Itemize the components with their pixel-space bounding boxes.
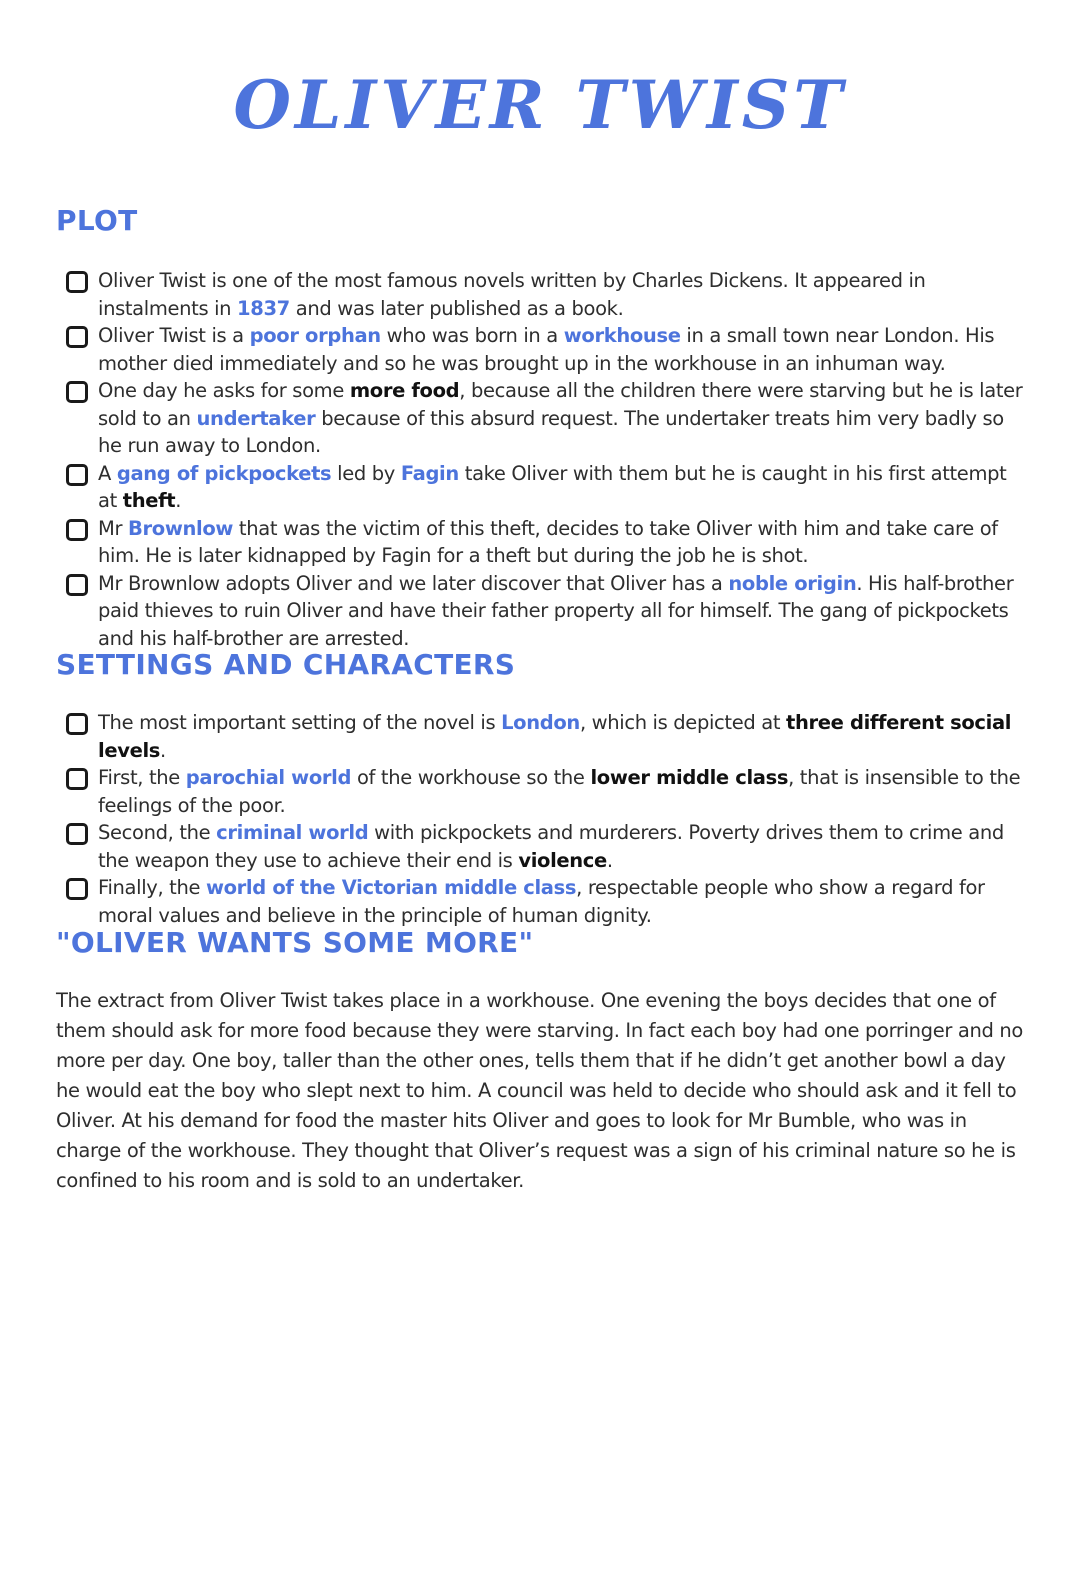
bold-term: lower middle class <box>590 766 789 789</box>
item-text: Second, the <box>98 821 217 844</box>
settings-checklist <box>64 709 1024 929</box>
highlighted-term: Brownlow <box>128 516 234 540</box>
checklist-item <box>64 460 1024 515</box>
highlighted-term: noble origin <box>728 571 857 595</box>
item-text: One day he asks for some <box>98 379 350 402</box>
plot-checklist <box>64 267 1024 652</box>
bold-term: three different social levels <box>98 711 1012 762</box>
item-text: The most important setting of the novel is <box>98 711 502 734</box>
checklist-item <box>64 819 1024 874</box>
highlighted-term: parochial world <box>185 766 352 789</box>
highlighted-term: workhouse <box>563 324 681 347</box>
bold-term: violence <box>518 848 607 872</box>
item-text: Finally, the <box>98 876 206 899</box>
item-text: Mr <box>98 516 128 540</box>
page-title: OLIVER TWIST <box>233 66 847 144</box>
item-text: who was born in a <box>380 324 564 347</box>
item-text: that was the victim of this theft, decides to take Oliver with him and take care of him. He is later kidnapped by Fagin for a theft but during the job he is shot. <box>98 516 998 567</box>
item-text: A <box>98 461 117 485</box>
item-text: Oliver Twist is a <box>98 324 250 347</box>
plot-heading: PLOT <box>56 204 138 237</box>
checklist-item <box>64 377 1024 460</box>
item-text: , that is insensible to the feelings of the poor. <box>98 766 1021 817</box>
extract-paragraph: The extract from Oliver Twist takes place in a workhouse. One evening the boys decides that one of them should ask for more food because they were starving. In fact each boy had one porringer and no more per day. One boy, taller than the other ones, tells them that if he didn’t get another bowl a day he would eat the boy who slept next to him. A council was held to decide who should ask and it fell to Oliver. At his demand for food the master hits Oliver and goes to look for Mr Bumble, who was in charge of the workhouse. They thought that Oliver’s request was a sign of his criminal nature so he is confined to his room and is sold to an undertaker. <box>56 989 1023 1192</box>
highlighted-term: world of the Victorian middle class <box>205 876 577 899</box>
item-text: Mr Brownlow adopts Oliver and we later discover that Oliver has a <box>98 571 729 595</box>
item-text: , because all the children there were starving but he is later sold to an <box>98 379 1023 430</box>
settings-heading: SETTINGS AND CHARACTERS <box>56 648 516 681</box>
highlighted-term: gang of pickpockets <box>116 461 332 485</box>
highlighted-term: undertaker <box>196 406 316 430</box>
item-text: . <box>175 489 182 512</box>
item-text: in a small town near London. His mother died immediately and so he was brought up in the workhouse in an inhuman way. <box>98 324 995 375</box>
checklist-item <box>64 570 1024 653</box>
checklist-item <box>64 874 1024 929</box>
checklist-item <box>64 764 1024 819</box>
checkbox-icon[interactable] <box>66 271 88 293</box>
item-text: with pickpockets and murderers. Poverty drives them to crime and the weapon they use to achieve their end is <box>98 821 1004 872</box>
item-text: led by <box>331 461 401 485</box>
item-text: First, the <box>98 766 186 789</box>
bold-term: more food <box>349 379 460 402</box>
checkbox-icon[interactable] <box>66 519 88 541</box>
item-text: of the workhouse so the <box>351 766 591 789</box>
highlighted-term: criminal world <box>216 821 369 844</box>
checkbox-icon[interactable] <box>66 574 88 596</box>
checkbox-icon[interactable] <box>66 326 88 348</box>
checkbox-icon[interactable] <box>66 768 88 790</box>
highlighted-term: London <box>501 711 580 734</box>
checkbox-icon[interactable] <box>66 823 88 845</box>
checklist-item <box>64 267 1024 322</box>
highlighted-term: 1837 <box>237 296 290 320</box>
checkbox-icon[interactable] <box>66 464 88 486</box>
checkbox-icon[interactable] <box>66 713 88 735</box>
item-text: . His half-brother paid thieves to ruin Oliver and have their father property all for himself. The gang of pickpockets and his half-brother are arrested. <box>98 571 1014 650</box>
extract-heading: "OLIVER WANTS SOME MORE" <box>56 926 534 959</box>
item-text: and was later published as a book. <box>289 296 624 320</box>
item-text: . <box>606 848 613 872</box>
item-text: , which is depicted at <box>579 711 786 734</box>
item-text: take Oliver with them but he is caught in his first attempt at <box>98 461 1007 512</box>
highlighted-term: poor orphan <box>249 324 381 347</box>
checklist-item <box>64 322 1024 377</box>
highlighted-term: Fagin <box>400 461 459 485</box>
bold-term: theft <box>122 489 176 512</box>
item-text: Oliver Twist is one of the most famous novels written by Charles Dickens. It appeared in instalments in <box>98 269 926 320</box>
item-text: . <box>160 738 166 762</box>
checkbox-icon[interactable] <box>66 878 88 900</box>
checklist-item <box>64 709 1024 764</box>
item-text: because of this absurd request. The undertaker treats him very badly so he run away to London. <box>98 406 1004 457</box>
checklist-item <box>64 515 1024 570</box>
checkbox-icon[interactable] <box>66 381 88 403</box>
item-text: , respectable people who show a regard for moral values and believe in the principle of human dignity. <box>98 876 985 927</box>
